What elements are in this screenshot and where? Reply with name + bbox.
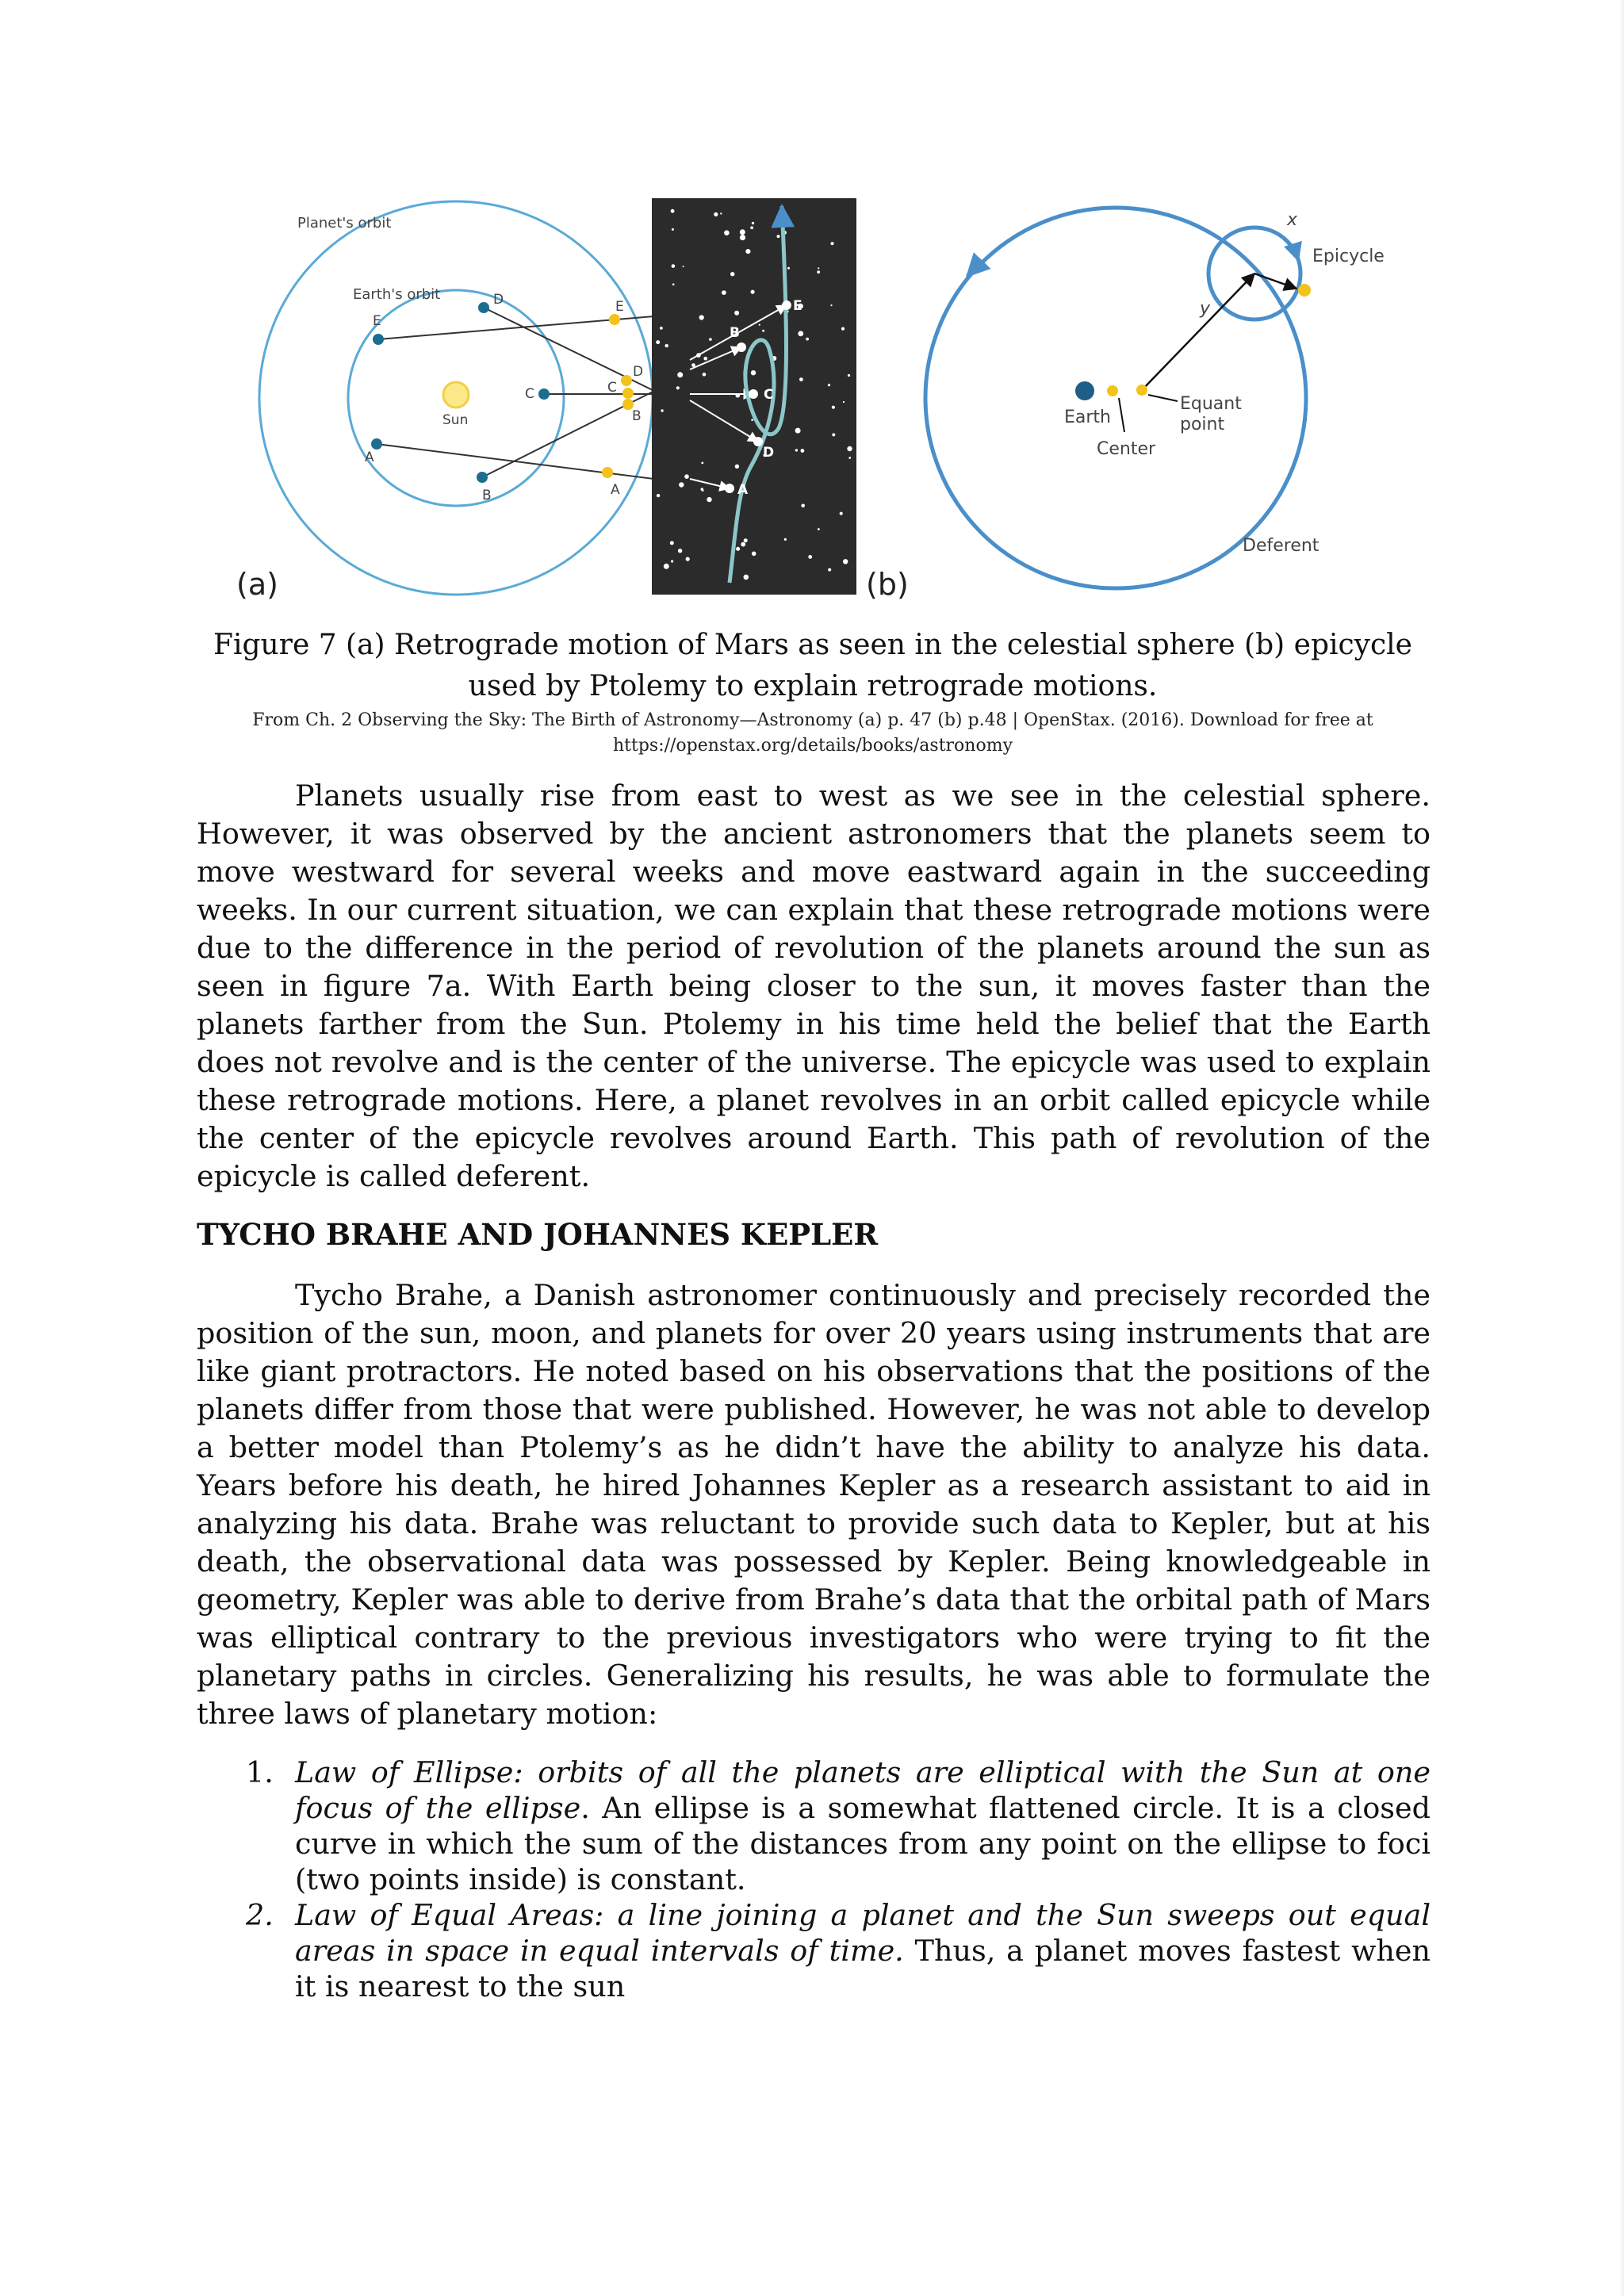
center-label: Center xyxy=(1097,439,1156,459)
figure-label-a: (a) xyxy=(236,567,278,602)
star xyxy=(657,494,660,497)
star xyxy=(679,482,684,487)
earth-label-c: C xyxy=(525,386,534,402)
star xyxy=(798,331,803,336)
star xyxy=(817,270,820,274)
planet-label-a: A xyxy=(611,482,620,498)
figure-7 xyxy=(222,190,1419,618)
star xyxy=(752,222,754,224)
center-point xyxy=(1107,385,1118,396)
y-label: y xyxy=(1200,299,1211,319)
star xyxy=(672,283,675,285)
earth-point-d xyxy=(478,302,489,313)
star xyxy=(751,419,753,421)
star xyxy=(832,433,835,436)
star xyxy=(806,338,809,341)
star xyxy=(709,338,712,341)
star xyxy=(843,401,845,403)
star xyxy=(795,428,801,434)
star xyxy=(735,465,739,469)
star xyxy=(801,449,805,453)
star xyxy=(699,315,704,320)
star xyxy=(848,374,850,377)
credit-line-1: From Ch. 2 Observing the Sky: The Birth of Astronomy—Astronomy (a) p. 47 (b) p.48 | OpenStax. (2016). Download for free at xyxy=(252,710,1373,730)
sky-label-c: C xyxy=(764,387,774,403)
earth-label-a: A xyxy=(365,450,374,465)
star xyxy=(672,228,674,231)
star xyxy=(720,212,722,214)
star xyxy=(808,555,812,559)
sky-label-a: A xyxy=(737,482,749,498)
credit-line-2: https://openstax.org/details/books/astronomy xyxy=(612,736,1013,756)
star xyxy=(660,327,663,330)
star xyxy=(701,462,703,465)
planet-point-a xyxy=(602,467,613,478)
kepler-laws-list xyxy=(197,1755,1431,2004)
star xyxy=(830,304,832,306)
figure-label-b: (b) xyxy=(866,567,909,602)
star xyxy=(751,370,756,375)
paragraph-tycho-kepler: Tycho Brahe, a Danish astronomer continuously and precisely recorded the position of the sun, moon, and planets for over 20 years using instruments that are like giant protractors. He noted based on his observations that the positions of the planets differ from those that were published. However, he was not able to develop a better model than Ptolemy’s as he didn’t have the ability to analyze his data. Years before his death, he hired Johannes Kepler as a research assistant to aid in analyzing his data. Brahe was reluctant to provide such data to Kepler, but at his death, the observational data was possessed by Kepler. Being knowledgeable in geometry, Kepler was able to derive from Brahe’s data that the orbital path of Mars was elliptical contrary to the previous investigators who were trying to fit the planetary paths in circles. Generalizing his results, he was able to formulate the three laws of planetary motion: xyxy=(197,1278,1431,1731)
planet-point xyxy=(1298,284,1311,297)
star xyxy=(787,267,790,270)
star xyxy=(762,330,764,332)
star xyxy=(752,552,756,557)
star xyxy=(672,264,676,268)
sun-label: Sun xyxy=(442,412,469,428)
star xyxy=(678,549,682,553)
star xyxy=(676,386,680,389)
star xyxy=(847,446,852,451)
sky-label-b: B xyxy=(730,325,740,341)
earth-label: Earth xyxy=(1064,408,1111,427)
star xyxy=(745,249,750,254)
page-edge xyxy=(1619,0,1624,2296)
planet-label-d: D xyxy=(633,364,644,380)
star xyxy=(664,564,669,569)
figure-credit xyxy=(198,708,1427,759)
figure-7-diagrams xyxy=(222,190,1419,603)
star xyxy=(724,230,730,235)
law-text: Thus, a planet moves fastest when it is nearest to the sun xyxy=(295,1934,1431,2003)
star xyxy=(750,226,753,229)
earth-point-e xyxy=(373,334,384,345)
deferent-circle xyxy=(925,208,1306,588)
earth-point-a xyxy=(371,438,382,450)
star xyxy=(799,377,803,381)
star xyxy=(744,575,749,580)
star xyxy=(703,373,707,377)
star xyxy=(759,324,760,326)
list-number: 2. xyxy=(246,1898,274,1932)
list-item xyxy=(197,1755,1431,1897)
earth-label-d: D xyxy=(493,292,504,308)
star xyxy=(818,528,820,530)
star xyxy=(686,557,690,561)
equant-label-line2: point xyxy=(1180,415,1225,434)
star xyxy=(740,229,745,235)
earth-label-b: B xyxy=(482,488,492,503)
star xyxy=(843,559,848,564)
star xyxy=(671,560,673,562)
section-heading: TYCHO BRAHE AND JOHANNES KEPLER xyxy=(197,1217,879,1252)
star xyxy=(784,538,787,541)
star xyxy=(730,272,734,276)
planet-label-b: B xyxy=(632,408,642,424)
star xyxy=(741,542,745,547)
earth-point-c xyxy=(538,388,550,400)
star xyxy=(828,568,831,572)
star xyxy=(840,512,843,515)
planet-point-e xyxy=(609,314,620,325)
star xyxy=(684,474,689,479)
star xyxy=(670,541,674,545)
star xyxy=(707,497,711,502)
x-label: x xyxy=(1287,210,1298,230)
epicycle-label: Epicycle xyxy=(1312,247,1385,266)
star xyxy=(677,372,683,377)
earth-point-b xyxy=(477,472,488,483)
list-item xyxy=(197,1897,1431,2004)
planet-orbit-label: Planet's orbit xyxy=(297,215,392,232)
star xyxy=(734,311,739,316)
earth-label-e: E xyxy=(373,313,381,329)
figure-caption xyxy=(198,625,1427,707)
star xyxy=(683,266,684,267)
star xyxy=(714,212,718,216)
star xyxy=(722,290,726,295)
law-text: . An ellipse is a somewhat flattened circle. It is a closed curve in which the sum of the distances from any point on the ellipse to foci (two points inside) is constant. xyxy=(295,1791,1431,1896)
star xyxy=(801,504,805,508)
planet-point-d xyxy=(621,375,632,386)
sun-icon xyxy=(443,382,469,408)
star xyxy=(744,538,748,542)
star xyxy=(661,409,663,411)
star xyxy=(795,449,798,451)
law-title: Law of Equal Areas: a line joining a planet and the Sun sweeps out equal areas in space in equal intervals of time. xyxy=(295,1898,1431,1968)
star xyxy=(736,547,740,551)
caption-line-2: used by Ptolemy to explain retrograde motions. xyxy=(468,670,1158,702)
equant-point xyxy=(1136,385,1147,396)
planet-label-c: C xyxy=(607,380,617,396)
paragraph-retrograde: Planets usually rise from east to west as we see in the celestial sphere. However, it was observed by the ancient astronomers that the planets seem to move westward for several weeks and move eastward again in the succeeding weeks. In our current situation, we can explain that these retrograde motions were due to the difference in the period of revolution of the planets around the sun as seen in figure 7a. With Earth being closer to the sun, it moves faster than the planets farther from the Sun. Ptolemy in his time held the belief that the Earth does not revolve and is the center of the universe. The epicycle was used to explain these retrograde motions. Here, a planet revolves in an orbit called epicycle while the center of the epicycle revolves around Earth. This path of revolution of the epicycle is called deferent. xyxy=(197,779,1431,1193)
star xyxy=(703,357,707,361)
sky-label-d: D xyxy=(763,445,775,461)
star xyxy=(777,235,780,238)
star xyxy=(841,327,845,331)
earth-icon xyxy=(1075,381,1094,400)
planet-label-e: E xyxy=(615,299,624,315)
star xyxy=(818,267,819,269)
deferent-label: Deferent xyxy=(1243,536,1320,556)
star xyxy=(848,457,851,459)
caption-line-1: Figure 7 (a) Retrograde motion of Mars as seen in the celestial sphere (b) epicycle xyxy=(213,629,1412,661)
star xyxy=(830,242,833,245)
star xyxy=(751,290,755,294)
star xyxy=(671,209,675,213)
star xyxy=(828,384,830,386)
diagram-b xyxy=(925,208,1385,588)
sky-label-e: E xyxy=(793,298,802,314)
star xyxy=(740,235,745,240)
star xyxy=(701,488,704,491)
law-title: Law of Ellipse: orbits of all the planets are elliptical with the Sun at one focus of the ellipse xyxy=(295,1755,1431,1825)
earth-orbit-label: Earth's orbit xyxy=(353,286,441,303)
star xyxy=(832,406,835,409)
planet-point-c xyxy=(622,388,634,399)
equant-label-line1: Equant xyxy=(1180,394,1242,414)
star xyxy=(665,344,668,347)
list-number: 1. xyxy=(246,1755,274,1789)
star xyxy=(656,340,660,344)
